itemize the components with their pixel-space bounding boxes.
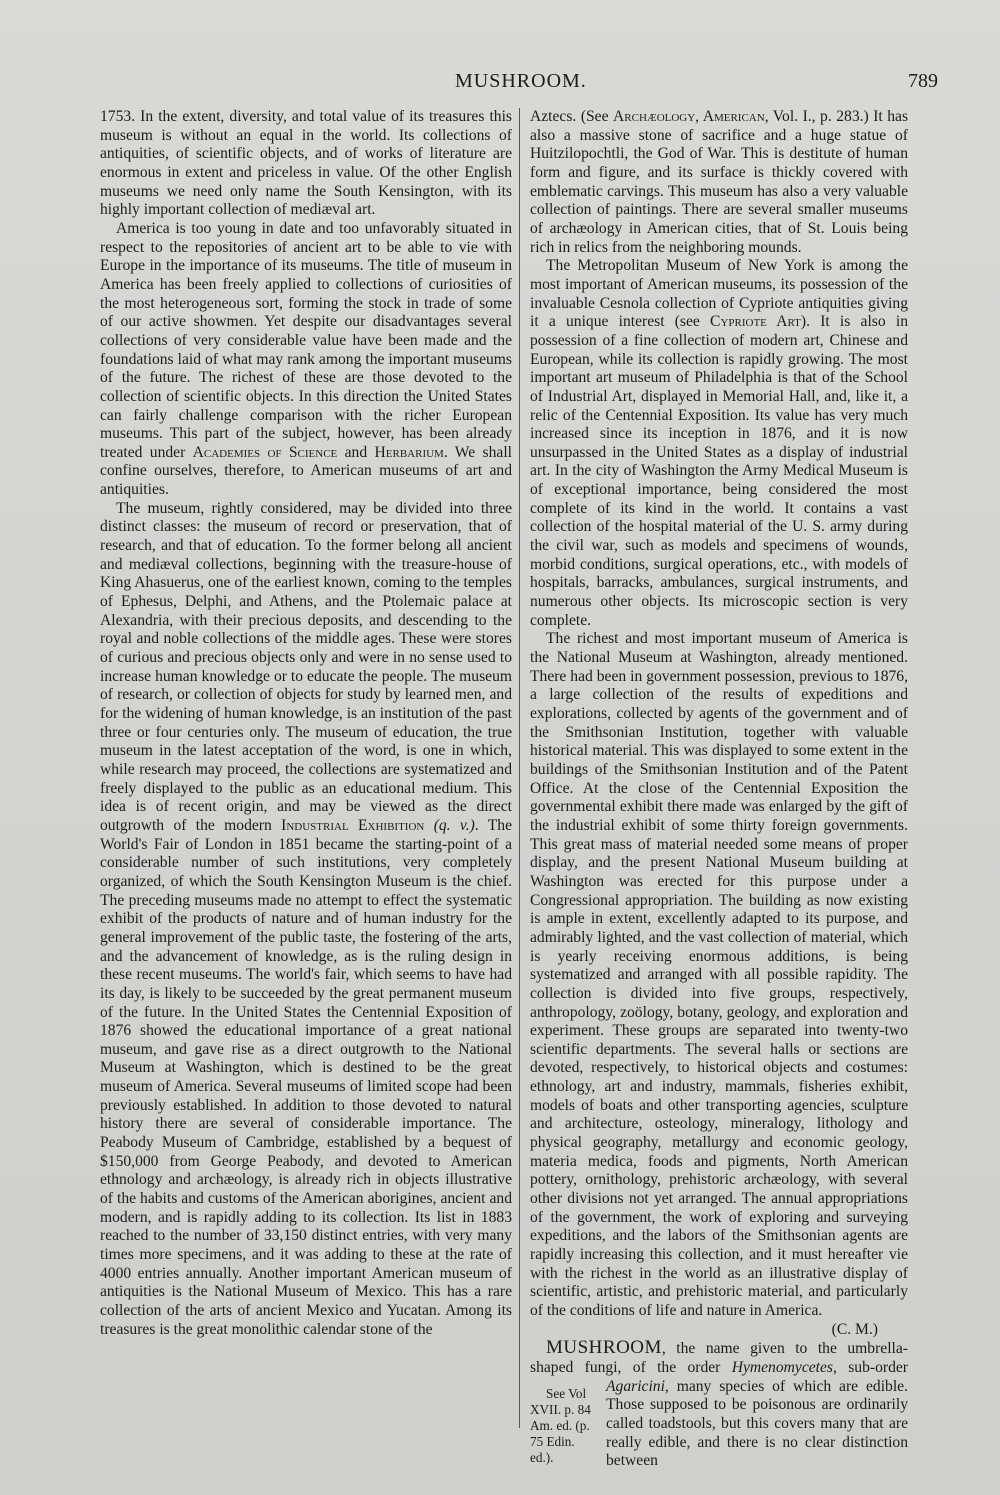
paragraph-museum-classes: The museum, rightly considered, may be divided into three distinct classes: the museum of record or preservation, that of research, and that of education. To the former belong all ancient and mediæval collections, beginning with the treasure-house of King Ahasuerus, one of the earliest known, coming to the temples of Ephesus, Delphi, and Athens, and the Ptolemaic palace at Alexandria, with their precious deposits, and descending to the royal and noble collections of the middle ages. These were stores of curious and precious objects only and were in no sense used to increase human knowledge or to educate the people. The museum of research, or collection of objects for study by learned men, and for the widening of human knowledge, is an institution of the past three or four centuries only. The museum of education, the true museum in the latest acceptation of the word, is one in which, while research may proceed, the collections are systematized and freely displayed to the public as an educational medium. This idea is of recent origin, and may be viewed as the direct outgrowth of the modern Industrial Exhibition (q. v.). The World's Fair of London in 1851 became the starting-point of a considerable number of such institutions, very completely organized, of which the South Kensington Museum is the chief. The preceding museums made no attempt to effect the systematic exhibit of the products of nature and of human industry for the general improvement of the public taste, the fostering of the arts, and the advancement of knowledge, as is the ruling design in these recent museums. The world's fair, which seems to have had its day, is likely to be succeeded by the great permanent museum of the future. In the United States the Centennial Exposition of 1876 showed the educational importance of a great national museum, and gave rise as a direct outgrowth to the National Museum at Washington, which is destined to be the great museum of America. Several museums of limited scope had been previously established. In addition to those devoted to natural history there are several of considerable importance. The Peabody Museum of Cambridge, established by a bequest of $150,000 from George Peabody, and devoted to American ethnology and archæology, is already rich in objects illustrative of the habits and customs of the American aborigines, ancient and modern, and is rapidly adding to its collection. Its list in 1883 reached to the number of 33,150 distinct entries, with very many times more specimens, and it was adding to these at the rate of 4000 entries annually. Another important American museum of antiquities is the National Museum of Mexico. This has a rare collection of the arts of ancient Mexico and Yucatan. Among its treasures is the great monolithic calendar stone of the	[100, 499, 512, 1338]
cross-reference-industrial-exhibition[interactable]: Industrial Exhibition	[281, 816, 425, 834]
entry-mushroom: MUSHROOM, the name given to the umbrella-shaped fungi, of the order Hymenomycetes, sub-order Agaricini See Vol XVII. p. 84 Am. ed. (p. 75 Edin. ed.). , many species of which are edible. Those supposed to be poisonous are ordinarily called toadstools, but this covers many that are really edible, and there is no clear distinction between	[530, 1337, 908, 1470]
page-number: 789	[908, 70, 938, 92]
paragraph-metropolitan-museum: The Metropolitan Museum of New York is among the most important of American museums, its possession of the invaluable Cesnola collection of Cypriote antiquities giving it a unique interest (see Cypriote Art). It is also in possession of a fine collection of modern art, Chinese and European, while its collection is rapidly growing. The most important art museum of Philadelphia is that of the School of Industrial Art, displayed in Memorial Hall, and, like it, a relic of the Centennial Exposition. Its value has very much increased since its inception in 1876, and it is now unsurpassed in the United States as a display of industrial art. In the city of Washington the Army Medical Museum is of exceptional importance, being considered the most complete of its kind in the world. It contains a vast collection of the hospital material of the U. S. army during the civil war, such as models and specimens of wounds, morbid conditions, surgical operations, etc., with models of hospitals, barracks, ambulances, surgical instruments, and numerous other objects. Its microscopic section is very complete.	[530, 257, 908, 629]
entry-title: MUSHROOM	[546, 1337, 662, 1359]
running-head: MUSHROOM.	[455, 70, 587, 92]
right-column	[530, 108, 908, 1488]
paragraph-national-museum: The richest and most important museum of America is the National Museum at Washington, already mentioned. There had been in government possession, previous to 1876, a large collection of the results of expeditions and explorations, collected by agents of the government and of the Smithsonian Institution, together with valuable historical material. This was displayed to some extent in the buildings of the Smithsonian Institution and of the Patent Office. At the close of the Centennial Exposition the governmental exhibit there made was enlarged by the gift of the industrial exhibit of some thirty foreign governments. This great mass of material needed some means of proper display, and the present National Museum building at Washington was erected for this purpose under a Congressional appropriation. The building as now existing is ample in extent, excellently adapted to its purpose, and admirably lighted, and the vast collection of material, which is yearly receiving enormous additions, is being systematized and arranged with all possible rapidity. The collection is divided into five groups, respectively, anthropology, zoölogy, botany, geology, and exploration and experiment. These groups are separated into twenty-two scientific departments. The several halls or sections are devoted, respectively, to historical objects and costumes: ethnology, art and industry, mammals, fisheries exhibit, models of boats and other transporting agencies, sculpture and architecture, osteology, mineralogy, lithology and physical geography, metallurgy and economic geology, materia medica, foods and pigments, North American pottery, ornithology, prehistoric archæology, with several other divisions not yet arranged. The annual appropriations of the government, the work of exploring and surveying expeditions, and the labors of the Smithsonian agents are rapidly increasing this collection, and it must hereafter vie with the richest in the world as an illustrative display of scientific, artistic, and prehistoric material, and particularly of the conditions of life and nature in America. (C. M.)	[530, 630, 908, 1338]
cross-reference-cypriote-art[interactable]: Cypriote Art	[710, 313, 801, 331]
page-header	[0, 70, 1000, 100]
left-column	[100, 108, 512, 1488]
cross-reference-academies[interactable]: Academies of Science	[192, 443, 338, 461]
cross-reference-archaeology[interactable]: Archæology, American	[613, 108, 765, 125]
author-signature: (C. M.)	[831, 1320, 878, 1338]
paragraph-american-museums: America is too young in date and too unfavorably situated in respect to the repositories of ancient art to be able to vie with Europe in the importance of its museums. The title of museum in America has been freely applied to collections of curiosities of the most heterogeneous sort, forming the stock in trade of some of our active showmen. Yet despite our disadvantages several collections of very considerable value have been made and the foundations laid of what may rank among the important museums of the future. The richest of these are those devoted to the collection of scientific objects. In this direction the United States can fairly challenge comparison with the richer European museums. This part of the subject, however, has been already treated under Academies of Science and Herbarium. We shall confine ourselves, therefore, to American museums of art and antiquities.	[100, 219, 512, 499]
paragraph-british-museum: 1753. In the extent, diversity, and total value of its treasures this museum is without an equal in the world. Its collections of antiquities, of scientific objects, and of works of literature are enormous in extent and priceless in value. Of the other English museums we need only name the South Kensington, with its highly important collection of mediæval art.	[100, 108, 512, 219]
column-divider	[519, 108, 520, 1428]
cross-reference-herbarium[interactable]: Herbarium	[374, 443, 444, 461]
paragraph-mexico-museum: Aztecs. (See Archæology, American, Vol. I., p. 283.) It has also a massive stone of sacrifice and a huge statue of Huitzilopochtli, the God of War. This is destitute of human form and figure, and its surface is thickly covered with emblematic carvings. This museum has also a very valuable collection of paintings. There are several smaller museums of archæology in American cities, that of St. Louis being rich in relics from the neighboring mounds.	[530, 108, 908, 256]
margin-sidenote: See Vol XVII. p. 84 Am. ed. (p. 75 Edin. ed.).	[530, 1385, 591, 1466]
